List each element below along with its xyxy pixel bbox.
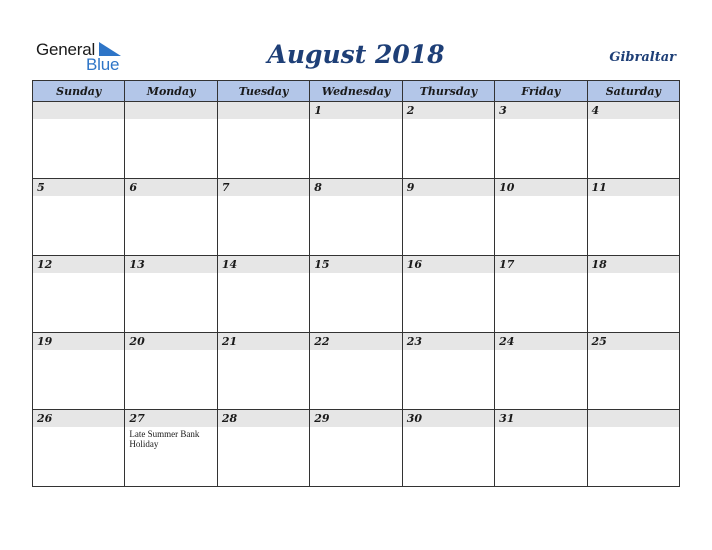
day-cell (310, 410, 402, 487)
day-number: 1 (310, 102, 401, 119)
day-cell (587, 410, 679, 487)
day-cell (587, 256, 679, 333)
week-row (33, 179, 680, 256)
day-cell (310, 256, 402, 333)
day-number: 16 (403, 256, 494, 273)
day-cell (33, 179, 125, 256)
day-number (218, 102, 309, 119)
calendar-country: Gibraltar (609, 50, 676, 65)
day-cell (33, 410, 125, 487)
logo-blue-text: Blue (86, 55, 120, 74)
week-row (33, 102, 680, 179)
day-number: 6 (125, 179, 216, 196)
day-cell (125, 256, 217, 333)
day-number: 30 (403, 410, 494, 427)
weekday-header: Monday (125, 81, 217, 102)
day-number: 10 (495, 179, 586, 196)
day-cell (587, 179, 679, 256)
weekday-header: Friday (495, 81, 587, 102)
day-cell (587, 102, 679, 179)
week-row (33, 256, 680, 333)
day-cell (217, 179, 309, 256)
day-number: 13 (125, 256, 216, 273)
day-cell (310, 102, 402, 179)
day-cell (495, 179, 587, 256)
day-number: 21 (218, 333, 309, 350)
day-number: 27 (125, 410, 216, 427)
week-row (33, 410, 680, 487)
day-number: 28 (218, 410, 309, 427)
day-cell (217, 256, 309, 333)
weekday-header: Tuesday (217, 81, 309, 102)
day-number (125, 102, 216, 119)
day-number: 5 (33, 179, 124, 196)
week-row (33, 333, 680, 410)
weekday-header-row (33, 81, 680, 102)
day-cell (495, 102, 587, 179)
day-number: 19 (33, 333, 124, 350)
day-cell (402, 179, 494, 256)
day-number: 11 (588, 179, 679, 196)
day-cell (310, 179, 402, 256)
day-number: 4 (588, 102, 679, 119)
day-cell (402, 333, 494, 410)
day-number: 7 (218, 179, 309, 196)
day-number (588, 410, 679, 427)
day-cell (33, 333, 125, 410)
weekday-header: Sunday (33, 81, 125, 102)
weekday-header: Thursday (402, 81, 494, 102)
day-number: 29 (310, 410, 401, 427)
calendar-title: August 2018 (267, 40, 445, 69)
day-cell (33, 256, 125, 333)
day-number: 9 (403, 179, 494, 196)
day-cell (125, 102, 217, 179)
day-number (33, 102, 124, 119)
day-cell (33, 102, 125, 179)
day-cell (402, 102, 494, 179)
day-number: 3 (495, 102, 586, 119)
day-number: 24 (495, 333, 586, 350)
day-number: 14 (218, 256, 309, 273)
day-number: 22 (310, 333, 401, 350)
day-cell (495, 256, 587, 333)
day-number: 26 (33, 410, 124, 427)
calendar-grid (32, 80, 680, 487)
weekday-header: Wednesday (310, 81, 402, 102)
day-cell (495, 333, 587, 410)
holiday-event: Late Summer Bank Holiday (129, 429, 200, 449)
day-number: 8 (310, 179, 401, 196)
day-cell (402, 410, 494, 487)
day-number: 2 (403, 102, 494, 119)
day-cell (402, 256, 494, 333)
day-number: 15 (310, 256, 401, 273)
day-number: 25 (588, 333, 679, 350)
day-number: 31 (495, 410, 586, 427)
day-cell (125, 410, 217, 487)
day-cell (125, 333, 217, 410)
day-cell (217, 102, 309, 179)
day-number: 12 (33, 256, 124, 273)
day-number: 23 (403, 333, 494, 350)
day-number: 20 (125, 333, 216, 350)
day-number: 17 (495, 256, 586, 273)
day-cell (310, 333, 402, 410)
day-cell (587, 333, 679, 410)
day-number: 18 (588, 256, 679, 273)
weekday-header: Saturday (587, 81, 679, 102)
day-cell (495, 410, 587, 487)
logo-general-text: General (36, 40, 96, 59)
day-cell (125, 179, 217, 256)
day-cell (217, 410, 309, 487)
day-cell (217, 333, 309, 410)
